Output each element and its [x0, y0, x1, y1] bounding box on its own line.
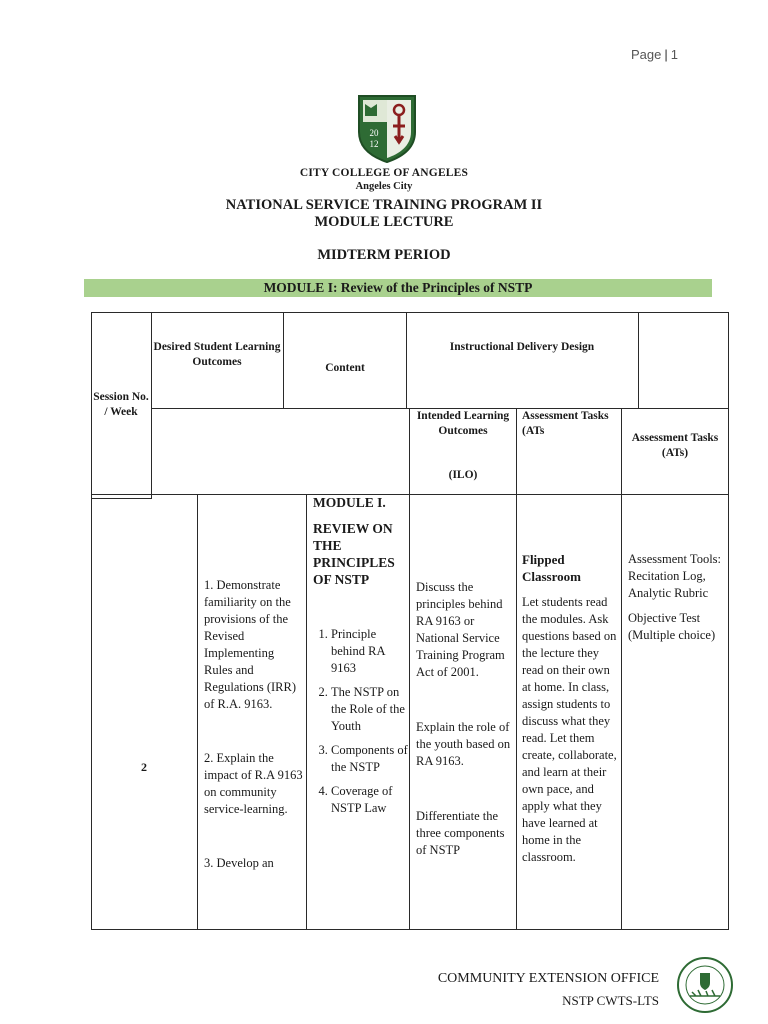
tla-body: Let students read the modules. Ask questions based on the lecture they read on their own at home. In class, assign students to discuss what they read. Let them create, collaborate, and learn at their own pace, and apply what they have learned at home in the classroom.	[522, 595, 617, 864]
content-topic: 2. The NSTP on the Role of the Youth	[331, 684, 408, 735]
col-line-body-dslo	[306, 494, 307, 930]
dslo-list	[204, 577, 304, 872]
dslo-item: 2. Explain the impact of R.A 9163 on community service-learning.	[204, 751, 303, 816]
header-session: Session No. / Week	[93, 391, 149, 418]
content-topic-list	[313, 626, 408, 817]
col-line-ilo	[409, 408, 410, 930]
header-idd: Instructional Delivery Design	[449, 341, 595, 353]
footer-unit: NSTP CWTS-LTS	[562, 993, 659, 1008]
assessment-tools: Assessment Tools: Recitation Log, Analytic Rubric	[628, 552, 721, 600]
page-separator: |	[664, 47, 668, 62]
ilo-item: Explain the role of the youth based on RA 9163.	[416, 720, 511, 768]
period-title: MIDTERM PERIOD	[317, 247, 451, 263]
ilo-item: Discuss the principles behind RA 9163 or National Service Training Program Act of 2001.	[416, 580, 505, 679]
page-number-value: 1	[670, 47, 678, 62]
content-topic: 4. Coverage of NSTP Law	[331, 783, 408, 817]
tla-title: Flipped Classroom	[522, 552, 581, 584]
table-session-underline	[91, 498, 151, 499]
col-line-content	[406, 312, 407, 408]
content-title: MODULE I.	[313, 495, 386, 510]
header-ilo-abbr: (ILO)	[448, 469, 478, 481]
assessment-cell	[628, 551, 726, 644]
module-banner: MODULE I: Review of the Principles of NSTP	[84, 279, 712, 297]
college-logo	[355, 92, 419, 164]
header-dslo: Desired Student Learning Outcomes	[153, 341, 281, 368]
school-city: Angeles City	[355, 181, 413, 192]
header-content: Content	[325, 362, 365, 374]
school-name: CITY COLLEGE OF ANGELES	[299, 167, 469, 179]
dslo-item: 3. Develop an	[204, 856, 274, 870]
page-number	[631, 47, 678, 62]
assessment-test: Objective Test (Multiple choice)	[628, 611, 716, 642]
table-border-right	[728, 312, 729, 930]
page-label: Page	[631, 47, 662, 62]
content-topic: 1. Principle behind RA 9163	[331, 626, 408, 677]
col-line-ats	[621, 408, 622, 930]
dslo-item: 1. Demonstrate familiarity on the provisions of the Revised Implementing Rules and Regulations (IRR) of R.A. 9163.	[204, 578, 297, 711]
col-line-body-session	[197, 494, 198, 930]
header-ats-right: Assessment Tasks (ATs)	[631, 432, 719, 459]
tla-cell	[522, 551, 620, 866]
content-cell	[313, 494, 408, 824]
program-title: NATIONAL SERVICE TRAINING PROGRAM II	[225, 197, 543, 213]
table-header-bottom	[91, 494, 729, 495]
table-border-left	[91, 312, 92, 930]
col-line-dslo	[283, 312, 284, 408]
document-type: MODULE LECTURE	[314, 214, 454, 230]
table-border-bottom	[91, 929, 729, 930]
ilo-list	[416, 579, 515, 859]
footer-office: COMMUNITY EXTENSION OFFICE	[437, 971, 659, 986]
content-topic: 3. Components of the NSTP	[331, 742, 408, 776]
office-seal	[676, 956, 734, 1014]
session-number: 2	[141, 760, 147, 774]
content-subtitle: REVIEW ON THE PRINCIPLES OF NSTP	[313, 521, 395, 587]
col-line-idd	[638, 312, 639, 408]
header-ilo: Intended Learning Outcomes	[416, 410, 510, 437]
ilo-item: Differentiate the three components of NSTP	[416, 809, 505, 857]
col-line-tla	[516, 408, 517, 930]
logo-year-top: 20	[369, 128, 379, 138]
col-line-session	[151, 312, 152, 499]
table-border-top	[91, 312, 729, 313]
header-ats-left: Assessment Tasks (ATs	[522, 410, 609, 437]
logo-year-bottom: 12	[369, 139, 379, 149]
